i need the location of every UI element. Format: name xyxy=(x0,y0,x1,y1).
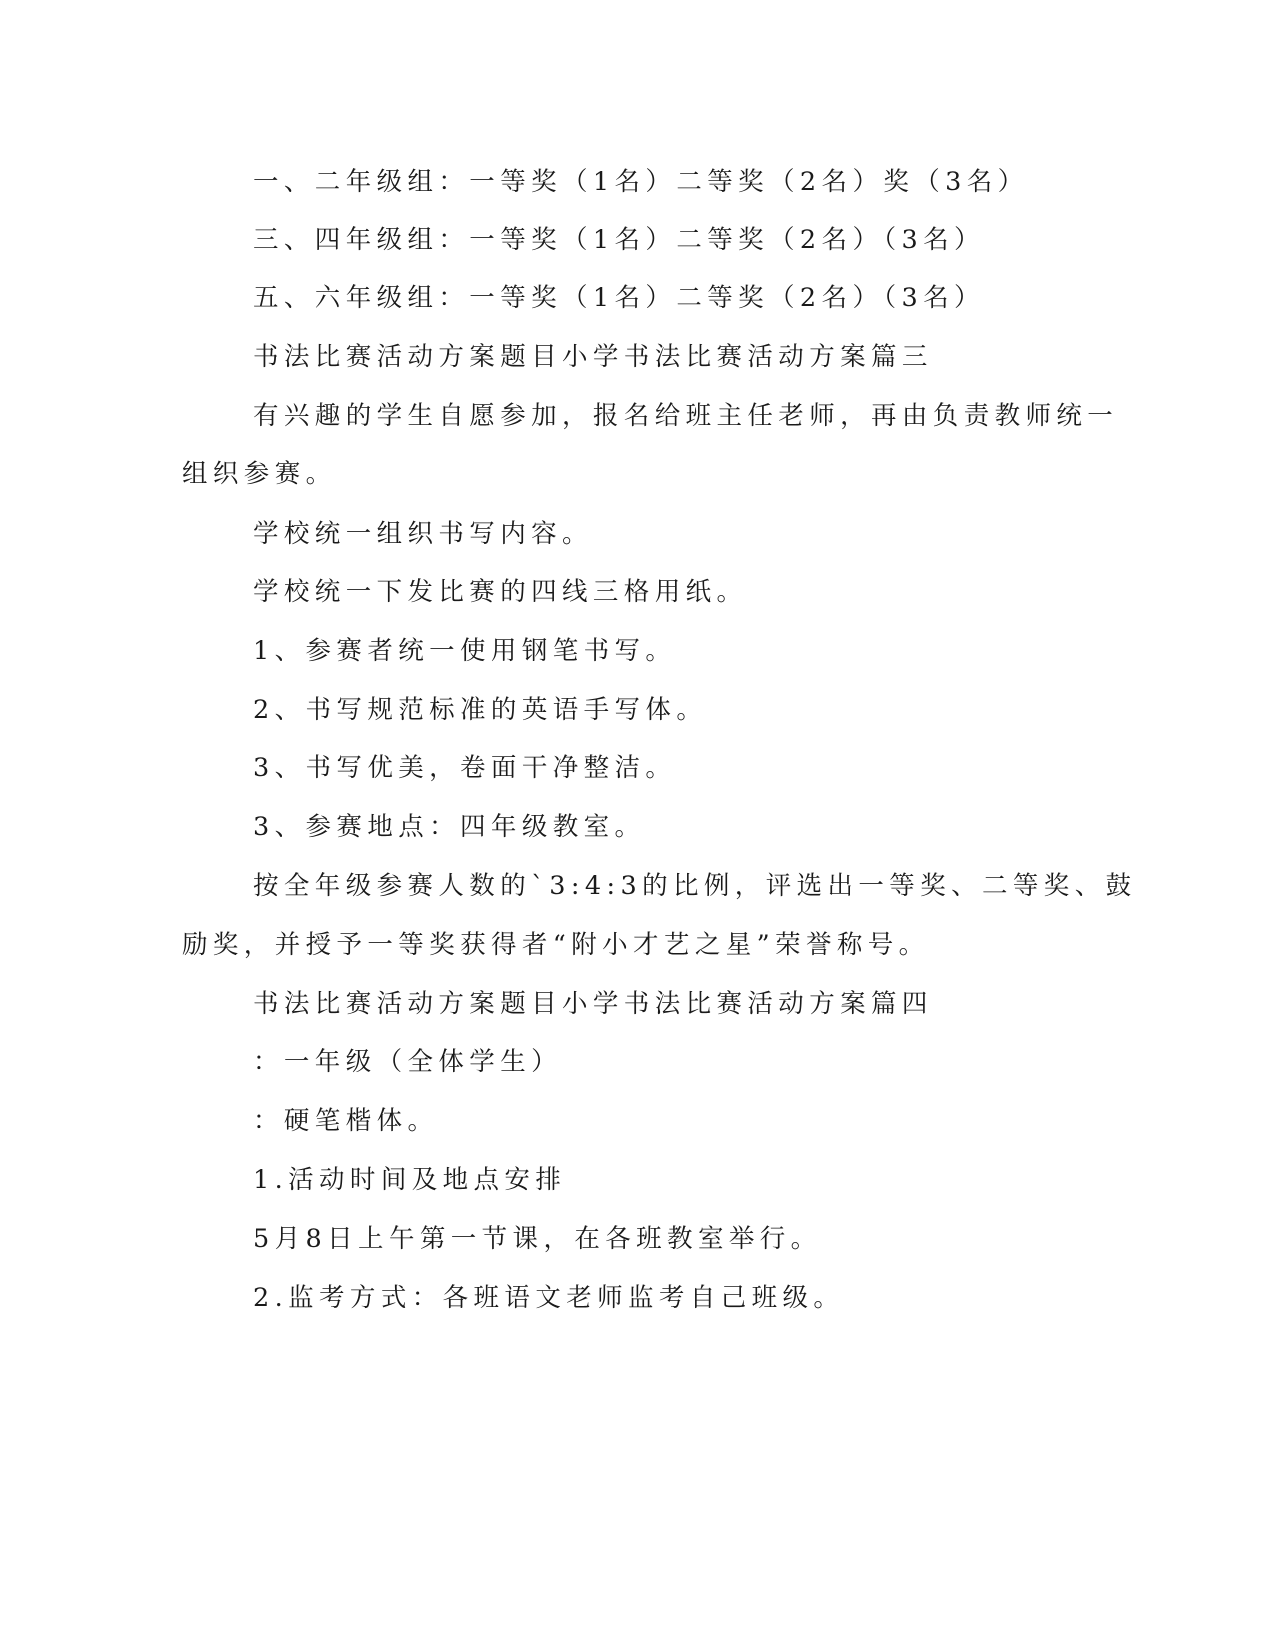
paragraph-line: 有兴趣的学生自愿参加，报名给班主任老师，再由负责教师统一 xyxy=(253,401,1119,431)
paragraph-line: ：一年级（全体学生） xyxy=(253,1047,563,1077)
paragraph-line: 组织参赛。 xyxy=(182,459,337,489)
paragraph-line: 励奖，并授予一等奖获得者“附小才艺之星”荣誉称号。 xyxy=(182,930,930,960)
paragraph-line: 五、六年级组：一等奖（1名）二等奖（2名）（3名） xyxy=(253,283,985,313)
paragraph-line: 一、二年级组：一等奖（1名）二等奖（2名）奖（3名） xyxy=(253,167,1029,197)
paragraph-line: 3、书写优美，卷面干净整洁。 xyxy=(253,753,677,783)
paragraph-line: ：硬笔楷体。 xyxy=(253,1106,439,1136)
paragraph-line: 2.监考方式：各班语文老师监考自己班级。 xyxy=(253,1283,845,1313)
section-heading: 书法比赛活动方案题目小学书法比赛活动方案篇三 xyxy=(253,342,933,372)
paragraph-line: 学校统一组织书写内容。 xyxy=(253,519,593,549)
paragraph-line: 1、参赛者统一使用钢笔书写。 xyxy=(253,636,677,666)
paragraph-line: 三、四年级组：一等奖（1名）二等奖（2名）（3名） xyxy=(253,225,985,255)
paragraph-line: 按全年级参赛人数的`3:4:3的比例，评选出一等奖、二等奖、鼓 xyxy=(253,871,1137,901)
section-heading: 书法比赛活动方案题目小学书法比赛活动方案篇四 xyxy=(253,989,933,1019)
paragraph-line: 3、参赛地点：四年级教室。 xyxy=(253,812,646,842)
paragraph-line: 5月8日上午第一节课，在各班教室举行。 xyxy=(253,1224,822,1254)
paragraph-line: 2、书写规范标准的英语手写体。 xyxy=(253,695,708,725)
paragraph-line: 学校统一下发比赛的四线三格用纸。 xyxy=(253,577,748,607)
paragraph-line: 1.活动时间及地点安排 xyxy=(253,1165,567,1195)
